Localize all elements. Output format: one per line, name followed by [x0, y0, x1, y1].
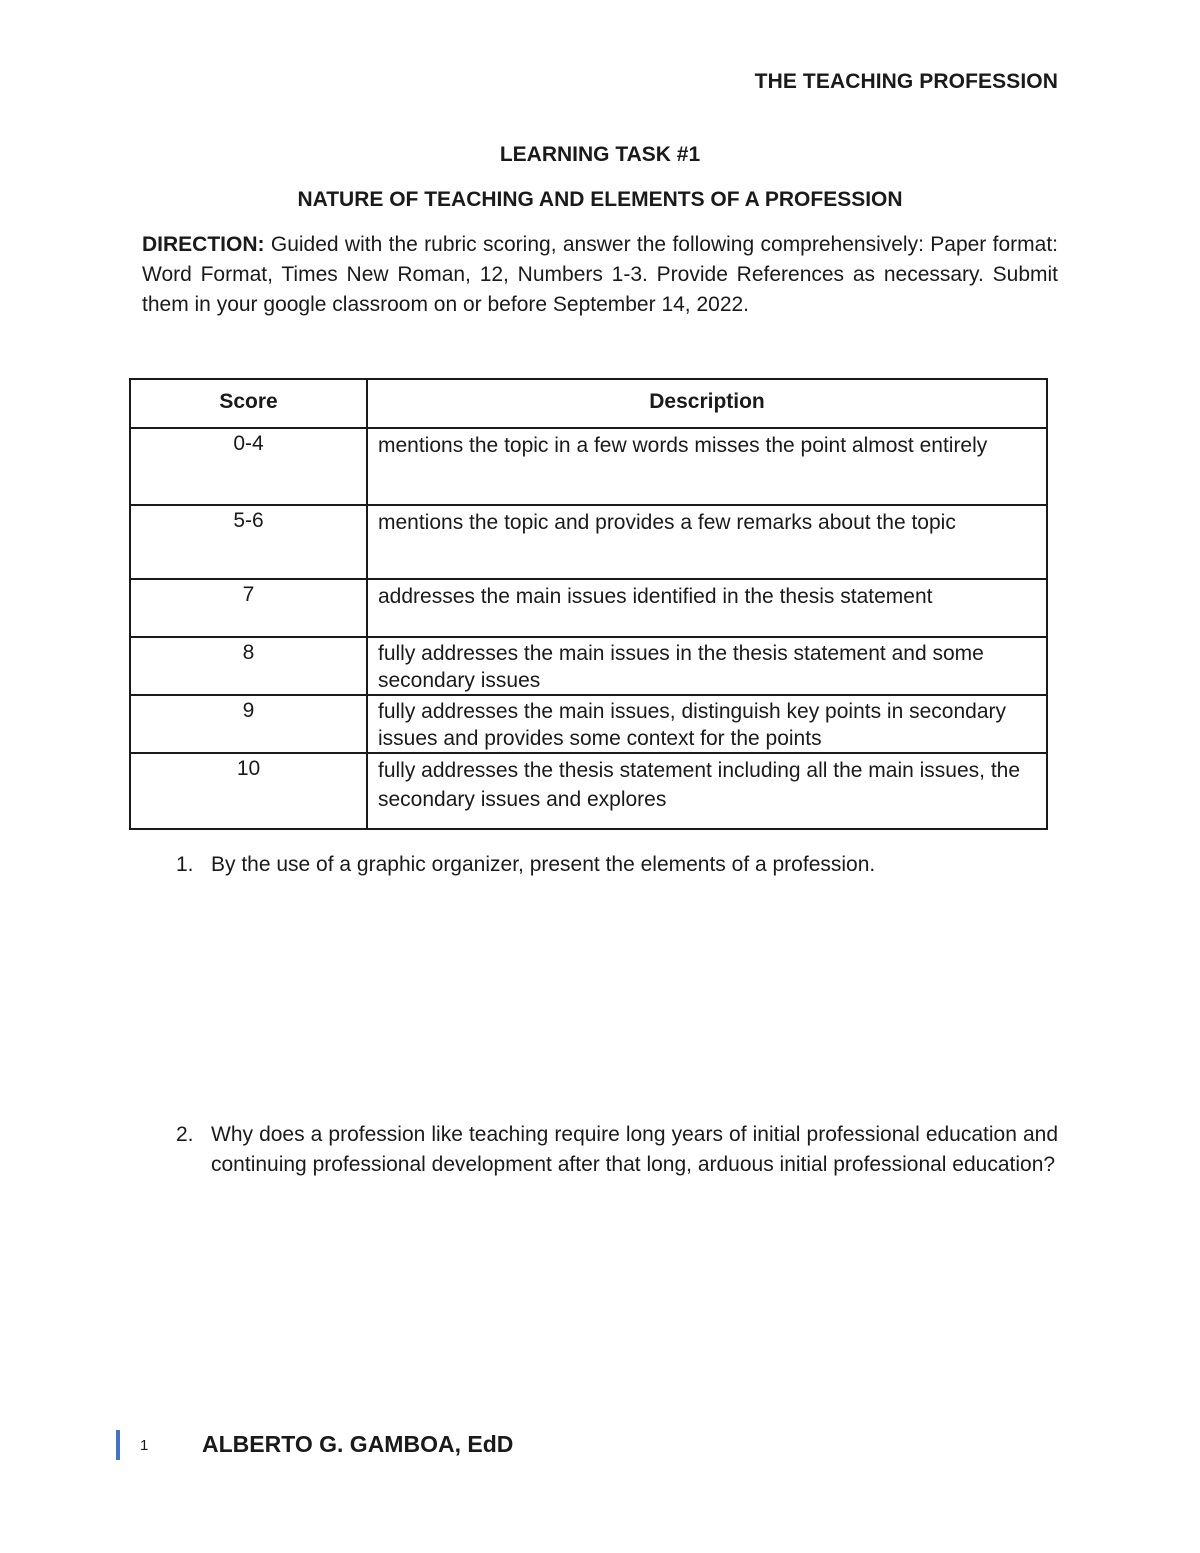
rubric-header-row	[130, 379, 1047, 428]
rubric-score-cell: 9	[130, 695, 367, 753]
table-row	[130, 579, 1047, 637]
page-number: 1	[140, 1437, 149, 1454]
rubric-description-cell: mentions the topic in a few words misses the point almost entirely	[367, 428, 1047, 505]
question-text: By the use of a graphic organizer, present the elements of a profession.	[211, 853, 876, 876]
page-footer	[116, 1430, 716, 1460]
rubric-header-description: Description	[367, 379, 1047, 428]
rubric-description-cell: mentions the topic and provides a few remarks about the topic	[367, 505, 1047, 579]
rubric-score-cell: 5-6	[130, 505, 367, 579]
table-row	[130, 505, 1047, 579]
rubric-description-cell: fully addresses the thesis statement including all the main issues, the secondary issues and explores	[367, 753, 1047, 829]
question-2	[176, 1120, 1058, 1180]
table-row	[130, 637, 1047, 695]
task-title: LEARNING TASK #1	[499, 143, 701, 166]
footer-accent-bar	[116, 1430, 120, 1460]
question-number: 1.	[176, 853, 194, 876]
rubric-description-cell: addresses the main issues identified in the thesis statement	[367, 579, 1047, 637]
rubric-header-score: Score	[130, 379, 367, 428]
question-number: 2.	[176, 1123, 194, 1146]
rubric-score-cell: 7	[130, 579, 367, 637]
table-row	[130, 428, 1047, 505]
direction-paragraph	[142, 230, 1058, 320]
rubric-score-cell: 0-4	[130, 428, 367, 505]
direction-label: DIRECTION:	[142, 233, 265, 256]
header-course-title: THE TEACHING PROFESSION	[754, 70, 1058, 93]
task-subtitle: NATURE OF TEACHING AND ELEMENTS OF A PROFESSION	[297, 188, 903, 211]
question-text: Why does a profession like teaching require long years of initial professional education and continuing professional development after that long, arduous initial professional education?	[211, 1123, 1058, 1176]
rubric-table	[129, 378, 1048, 830]
question-1	[176, 850, 1058, 880]
table-row	[130, 753, 1047, 829]
rubric-description-cell: fully addresses the main issues, distinguish key points in secondary issues and provides some context for the points	[367, 695, 1047, 753]
direction-text: Guided with the rubric scoring, answer the following comprehensively: Paper format: Word Format, Times New Roman, 12, Numbers 1-3. Provide References as necessary. Submit them in your google classroom on or before September 14, 2022.	[142, 233, 1058, 316]
footer-author: ALBERTO G. GAMBOA, EdD	[202, 1431, 514, 1457]
table-row	[130, 695, 1047, 753]
rubric-score-cell: 10	[130, 753, 367, 829]
rubric-score-cell: 8	[130, 637, 367, 695]
rubric-description-cell: fully addresses the main issues in the thesis statement and some secondary issues	[367, 637, 1047, 695]
